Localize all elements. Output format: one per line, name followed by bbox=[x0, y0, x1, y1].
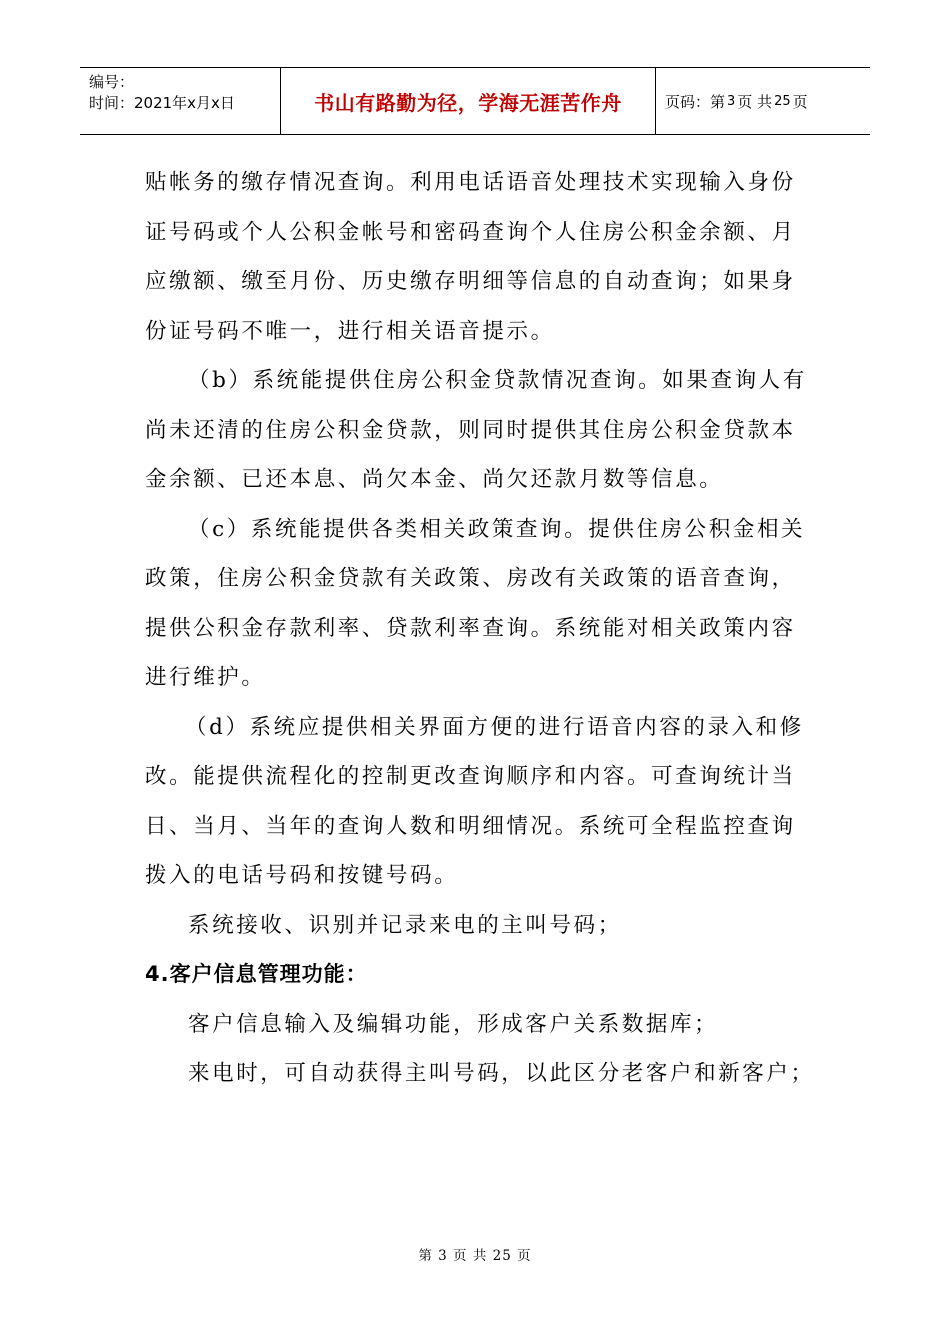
body-line: 尚未还清的住房公积金贷款，则同时提供其住房公积金贷款本 bbox=[145, 417, 796, 443]
body-line: 进行维护。 bbox=[145, 665, 266, 690]
body-line: 政策，住房公积金贷款有关政策、房改有关政策的语音查询， bbox=[145, 566, 796, 591]
body-line: 金余额、已还本息、尚欠本金、尚欠还款月数等信息。 bbox=[145, 467, 724, 492]
page-total-number: 25 bbox=[774, 93, 791, 109]
body-line: 日、当月、当年的查询人数和明细情况。系统可全程监控查询 bbox=[145, 813, 796, 839]
body-line: 系统接收、识别并记录来电的主叫号码； bbox=[188, 912, 622, 938]
body-line: 证号码或个人公积金帐号和密码查询个人住房公积金余额、月 bbox=[145, 219, 796, 245]
page-current-number: 3 bbox=[727, 93, 736, 109]
header-motto: 书山有路勤为径，学海无涯苦作舟 bbox=[314, 90, 622, 115]
body-line: 拨入的电话号码和按键号码。 bbox=[145, 863, 459, 888]
document-number-label: 编号： bbox=[89, 73, 135, 91]
body-line: 份证号码不唯一，进行相关语音提示。 bbox=[145, 318, 555, 344]
body-line: 来电时，可自动获得主叫号码，以此区分老客户和新客户； bbox=[188, 1061, 815, 1086]
page-prefix: 页码：第 bbox=[665, 92, 726, 111]
page-header bbox=[80, 67, 870, 135]
body-line-item-d: （d）系统应提供相关界面方便的进行语音内容的录入和修 bbox=[185, 714, 804, 740]
body-line: 改。能提供流程化的控制更改查询顺序和内容。可查询统计当 bbox=[145, 764, 796, 789]
page-mid: 页 共 bbox=[737, 92, 773, 111]
body-line: 客户信息输入及编辑功能，形成客户关系数据库； bbox=[188, 1011, 719, 1037]
body-line: 贴帐务的缴存情况查询。利用电话语音处理技术实现输入身份 bbox=[145, 170, 796, 195]
section-heading: 4.客户信息管理功能： bbox=[145, 962, 368, 986]
page-suffix: 页 bbox=[792, 92, 808, 111]
body-line-item-b: （b）系统能提供住房公积金贷款情况查询。如果查询人有 bbox=[188, 368, 807, 393]
header-page-cell bbox=[656, 68, 870, 134]
body-line-item-c: （c）系统能提供各类相关政策查询。提供住房公积金相关 bbox=[188, 516, 806, 542]
body-line: 提供公积金存款利率、贷款利率查询。系统能对相关政策内容 bbox=[145, 615, 796, 641]
header-motto-cell bbox=[281, 68, 656, 134]
header-meta-cell bbox=[80, 68, 281, 134]
document-body bbox=[145, 158, 815, 1099]
body-line: 应缴额、缴至月份、历史缴存明细等信息的自动查询；如果身 bbox=[145, 269, 796, 294]
page-footer: 第 3 页 共 25 页 bbox=[418, 1248, 532, 1264]
document-date-label: 时间：2021年x月x日 bbox=[89, 94, 235, 112]
